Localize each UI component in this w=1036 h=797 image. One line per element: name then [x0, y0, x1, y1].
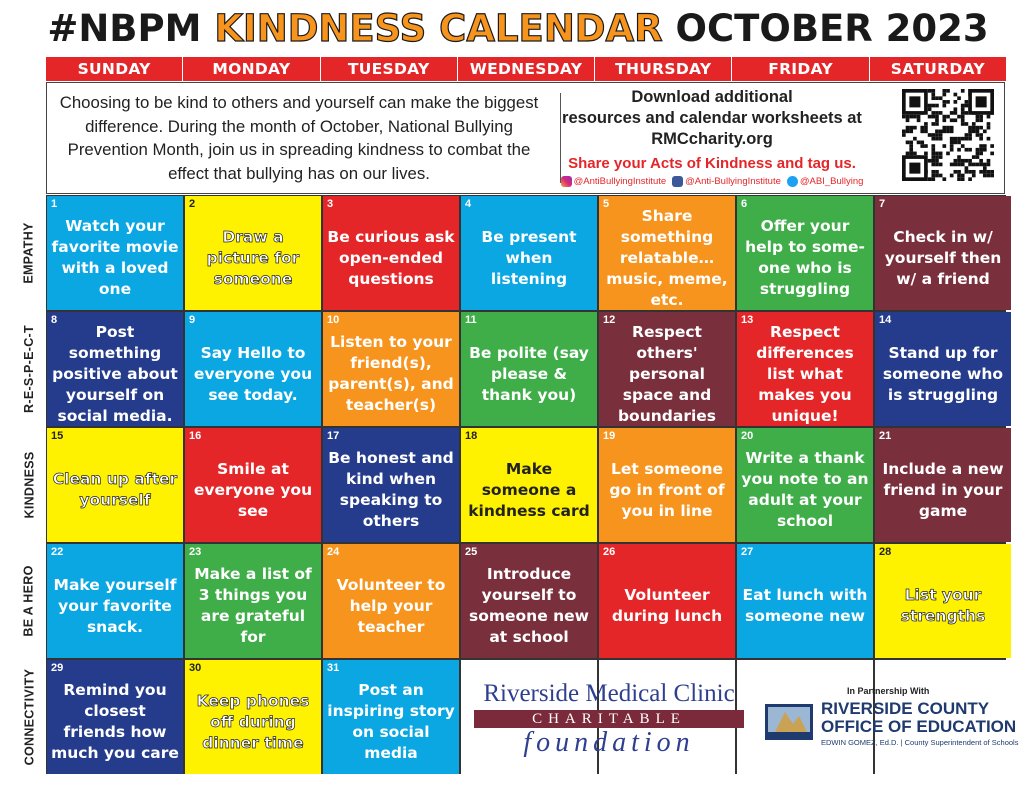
day-activity: Include a new friend in your game — [882, 459, 1004, 520]
rcoe-line-1: RIVERSIDE COUNTY — [821, 699, 990, 718]
calendar-day-3 — [323, 196, 459, 310]
calendar-day-17 — [323, 428, 459, 542]
day-number: 24 — [327, 546, 340, 558]
day-number: 14 — [879, 314, 892, 326]
calendar-day-31 — [323, 660, 459, 774]
calendar-day-8 — [47, 312, 183, 426]
row-label — [14, 196, 44, 310]
calendar-day-23 — [185, 544, 321, 658]
instagram-icon — [561, 176, 572, 187]
calendar-day-12 — [599, 312, 735, 426]
twitter-handle-text: @ABI_Bullying — [799, 176, 864, 187]
rcoe-line-2: OFFICE OF EDUCATION — [821, 717, 1017, 736]
share-callout: Share your Acts of Kindness and tag us. — [568, 155, 856, 172]
row-label — [14, 544, 44, 658]
instagram-handle[interactable] — [561, 176, 667, 187]
day-number: 30 — [189, 662, 202, 674]
day-activity: List your strengths — [900, 586, 986, 625]
rmc-name: Riverside Medical Clinic — [483, 680, 735, 707]
day-activity: Clean up after yourself — [52, 470, 178, 509]
day-activity: Remind you closest friends how much you care — [51, 681, 179, 762]
calendar-day-10 — [323, 312, 459, 426]
rmc-foundation-text: foundation — [523, 727, 695, 758]
weekday-sunday: SUNDAY — [46, 57, 182, 81]
day-activity: Be present when listening — [481, 227, 577, 288]
download-info — [547, 87, 877, 150]
day-number: 20 — [741, 430, 754, 442]
weekday-header — [46, 57, 1006, 81]
day-activity: Post an inspiring story on social media — [327, 681, 455, 762]
day-number: 23 — [189, 546, 202, 558]
download-url-link[interactable]: RMCcharity.org — [651, 130, 773, 148]
day-number: 22 — [51, 546, 64, 558]
calendar-day-18 — [461, 428, 597, 542]
day-number: 10 — [327, 314, 340, 326]
rcoe-superintendent: EDWIN GOMEZ, Ed.D. | County Superintendent of Schools — [821, 738, 1019, 747]
day-number: 1 — [51, 198, 58, 210]
row-label-text: CONNECTIVITY — [22, 668, 37, 766]
title-month: OCTOBER 2023 — [675, 7, 989, 50]
calendar-day-15 — [47, 428, 183, 542]
intro-paragraph: Choosing to be kind to others and yourself can make the biggest difference. During the month of October, National Bullying Prevention Month, join us in spreading kindness to combat the effect that bullying has on our lives. — [59, 93, 539, 183]
weekday-monday: MONDAY — [183, 57, 319, 81]
facebook-handle-text: @Anti-BullyingInstitute — [685, 176, 781, 187]
day-activity: Eat lunch with someone new — [742, 586, 868, 625]
row-label-text: BE A HERO — [22, 565, 37, 637]
row-label — [14, 428, 44, 542]
day-number: 19 — [603, 430, 616, 442]
day-number: 31 — [327, 662, 340, 674]
rcoe-logo — [765, 686, 1019, 756]
day-number: 21 — [879, 430, 892, 442]
instagram-handle-text: @AntiBullyingInstitute — [573, 176, 667, 187]
day-number: 5 — [603, 198, 610, 210]
row-labels — [14, 196, 44, 774]
rcoe-name — [821, 700, 1016, 736]
day-activity: Listen to your friend(s), parent(s), and teacher(s) — [328, 333, 454, 414]
day-number: 3 — [327, 198, 334, 210]
weekday-tuesday: TUESDAY — [321, 57, 457, 81]
calendar-day-20 — [737, 428, 873, 542]
calendar-day-1 — [47, 196, 183, 310]
day-number: 6 — [741, 198, 748, 210]
calendar-day-22 — [47, 544, 183, 658]
day-number: 29 — [51, 662, 64, 674]
day-activity: Share something relatable… music, meme, etc. — [606, 206, 728, 309]
calendar-day-5 — [599, 196, 735, 310]
qr-code-icon[interactable] — [902, 89, 994, 181]
day-number: 8 — [51, 314, 58, 326]
download-line-1: Download additional — [631, 88, 793, 106]
calendar-day-9 — [185, 312, 321, 426]
download-line-2: resources and calendar worksheets at — [562, 109, 862, 127]
rmc-charitable: CHARITABLE — [474, 710, 744, 728]
day-activity: Make yourself your favorite snack. — [53, 575, 177, 636]
weekday-wednesday: WEDNESDAY — [458, 57, 594, 81]
row-label-text: R-E-S-P-E-C-T — [22, 325, 37, 413]
day-activity: Say Hello to everyone you see today. — [193, 343, 313, 404]
calendar-day-19 — [599, 428, 735, 542]
day-activity: Introduce yourself to someone new at school — [469, 565, 589, 646]
day-activity: Respect differences list what makes you unique! — [756, 322, 854, 425]
day-activity: Draw a picture for someone — [206, 227, 300, 288]
calendar-day-25 — [461, 544, 597, 658]
day-number: 16 — [189, 430, 202, 442]
day-number: 25 — [465, 546, 478, 558]
title-hashtag: #NBPM — [47, 7, 202, 50]
row-label — [14, 660, 44, 774]
calendar-day-24 — [323, 544, 459, 658]
facebook-handle[interactable] — [672, 176, 781, 187]
calendar-day-27 — [737, 544, 873, 658]
day-number: 7 — [879, 198, 886, 210]
calendar-day-21 — [875, 428, 1011, 542]
day-number: 27 — [741, 546, 754, 558]
day-activity: Be honest and kind when speaking to others — [328, 449, 454, 530]
day-activity: Offer your help to some-one who is struggling — [745, 217, 865, 298]
day-number: 18 — [465, 430, 478, 442]
day-activity: Watch your favorite movie with a loved one — [51, 217, 179, 298]
day-number: 2 — [189, 198, 196, 210]
day-number: 15 — [51, 430, 64, 442]
day-number: 12 — [603, 314, 616, 326]
calendar-day-14 — [875, 312, 1011, 426]
day-activity: Volunteer to help your teacher — [336, 575, 446, 636]
calendar-day-16 — [185, 428, 321, 542]
row-label-text: KINDNESS — [22, 451, 36, 519]
calendar-day-30 — [185, 660, 321, 774]
twitter-icon — [787, 176, 798, 187]
day-number: 17 — [327, 430, 340, 442]
day-activity: Make a list of 3 things you are grateful for — [194, 565, 312, 646]
calendar-day-28 — [875, 544, 1011, 658]
calendar-day-2 — [185, 196, 321, 310]
weekday-friday: FRIDAY — [732, 57, 868, 81]
day-number: 11 — [465, 314, 477, 326]
calendar-day-26 — [599, 544, 735, 658]
day-activity: Respect others' personal space and boundaries — [617, 322, 717, 425]
social-handles — [542, 176, 882, 187]
day-activity: Post something positive about yourself on social media. — [52, 322, 178, 425]
twitter-handle[interactable] — [787, 176, 864, 187]
day-activity: Keep phones off during dinner time — [196, 691, 310, 752]
day-number: 13 — [741, 314, 754, 326]
day-activity: Be polite (say please & thank you) — [469, 343, 589, 404]
row-label — [14, 312, 44, 426]
partner-label: In Partnership With — [847, 686, 930, 696]
day-activity: Be curious ask open-ended questions — [327, 227, 455, 288]
day-number: 28 — [879, 546, 892, 558]
day-activity: Volunteer during lunch — [611, 586, 723, 625]
day-number: 4 — [465, 198, 472, 210]
day-activity: Make someone a kindness card — [468, 459, 590, 520]
facebook-icon — [672, 176, 683, 187]
rcoe-emblem-icon — [765, 704, 813, 740]
day-activity: Smile at everyone you see — [193, 459, 313, 520]
calendar-day-7 — [875, 196, 1011, 310]
rmc-foundation-logo — [466, 680, 752, 758]
day-activity: Check in w/ yourself then w/ a friend — [884, 227, 1002, 288]
row-label-text: EMPATHY — [22, 222, 37, 284]
day-activity: Write a thank you note to an adult at your school — [741, 449, 869, 530]
calendar-day-29 — [47, 660, 183, 774]
day-number: 26 — [603, 546, 616, 558]
calendar-day-11 — [461, 312, 597, 426]
calendar-day-13 — [737, 312, 873, 426]
day-number: 9 — [189, 314, 196, 326]
calendar-day-6 — [737, 196, 873, 310]
intro-panel — [46, 82, 1005, 194]
title-kindness-calendar: KINDNESS CALENDAR — [214, 7, 663, 50]
day-activity: Stand up for someone who is struggling — [882, 343, 1004, 404]
weekday-saturday: SATURDAY — [870, 57, 1006, 81]
weekday-thursday: THURSDAY — [595, 57, 731, 81]
calendar-title — [0, 6, 1036, 52]
calendar-day-4 — [461, 196, 597, 310]
day-activity: Let someone go in front of you in line — [609, 459, 725, 520]
